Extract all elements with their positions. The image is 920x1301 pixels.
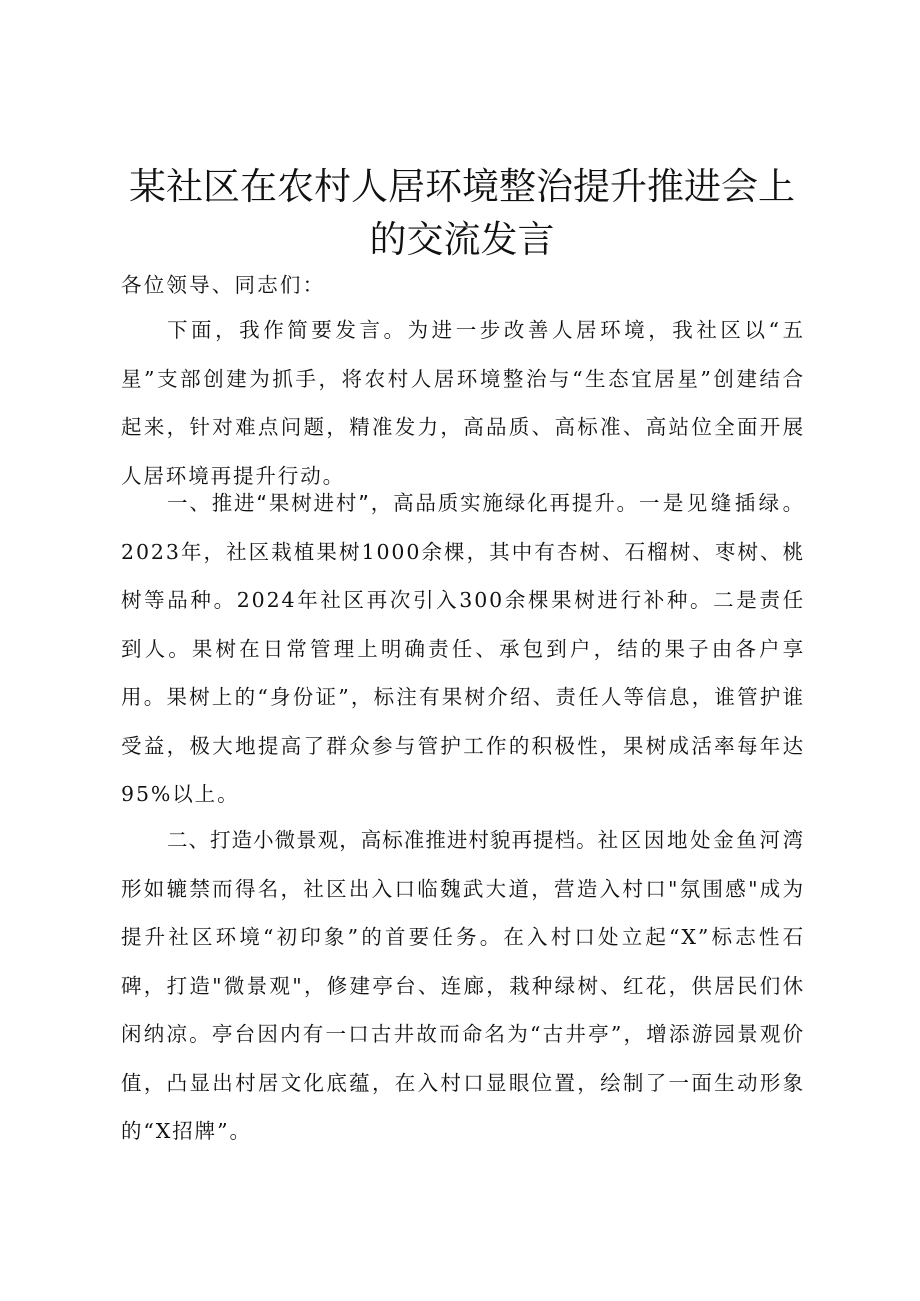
salutation: 各位领导、同志们：	[121, 273, 326, 297]
paragraph-section-2	[121, 816, 805, 1156]
paragraph-intro	[121, 306, 805, 500]
section-heading: 一、推进“果树进村”，高品质实施绿化再提升。	[167, 491, 639, 515]
paragraph-body: 下面，我作简要发言。为进一步改善人居环境，我社区以“五星”支部创建为抓手，将农村人居环境整治与“生态宜居星”创建结合起来，针对难点问题，精准发力，高品质、高标准、高站位全面开展人居环境再提升行动。	[121, 318, 805, 488]
section-heading: 二、打造小微景观，高标准推进村貌再提档。	[167, 828, 598, 852]
paragraph-body: 一是见缝插绿。2023年，社区栽植果树1000余棵，其中有杏树、石榴树、枣树、桃树等品种。2024年社区再次引入300余棵果树进行补种。二是责任到人。果树在日常管理上明确责任、承包到户，结的果子由各户享用。果树上的“身份证”，标注有果树介绍、责任人等信息，谁管护谁受益，极大地提高了群众参与管护工作的积极性，果树成活率每年达95%以上。	[121, 491, 805, 806]
paragraph-body: 社区因地处金鱼河湾形如辘禁而得名，社区出入口临魏武大道，营造入村口"氛围感"成为提升社区环境“初印象”的首要任务。在入村口处立起“X”标志性石碑，打造"微景观"，修建亭台、连廊，栽种绿树、红花，供居民们休闲纳凉。亭台因内有一口古井故而命名为“古井亭”，增添游园景观价值，凸显出村居文化底蕴，在入村口显眼位置，绘制了一面生动形象的“X招牌”。	[121, 828, 806, 1143]
paragraph-section-1	[121, 479, 805, 819]
document-title: 某社区在农村人居环境整治提升推进会上的交流发言	[129, 165, 795, 261]
